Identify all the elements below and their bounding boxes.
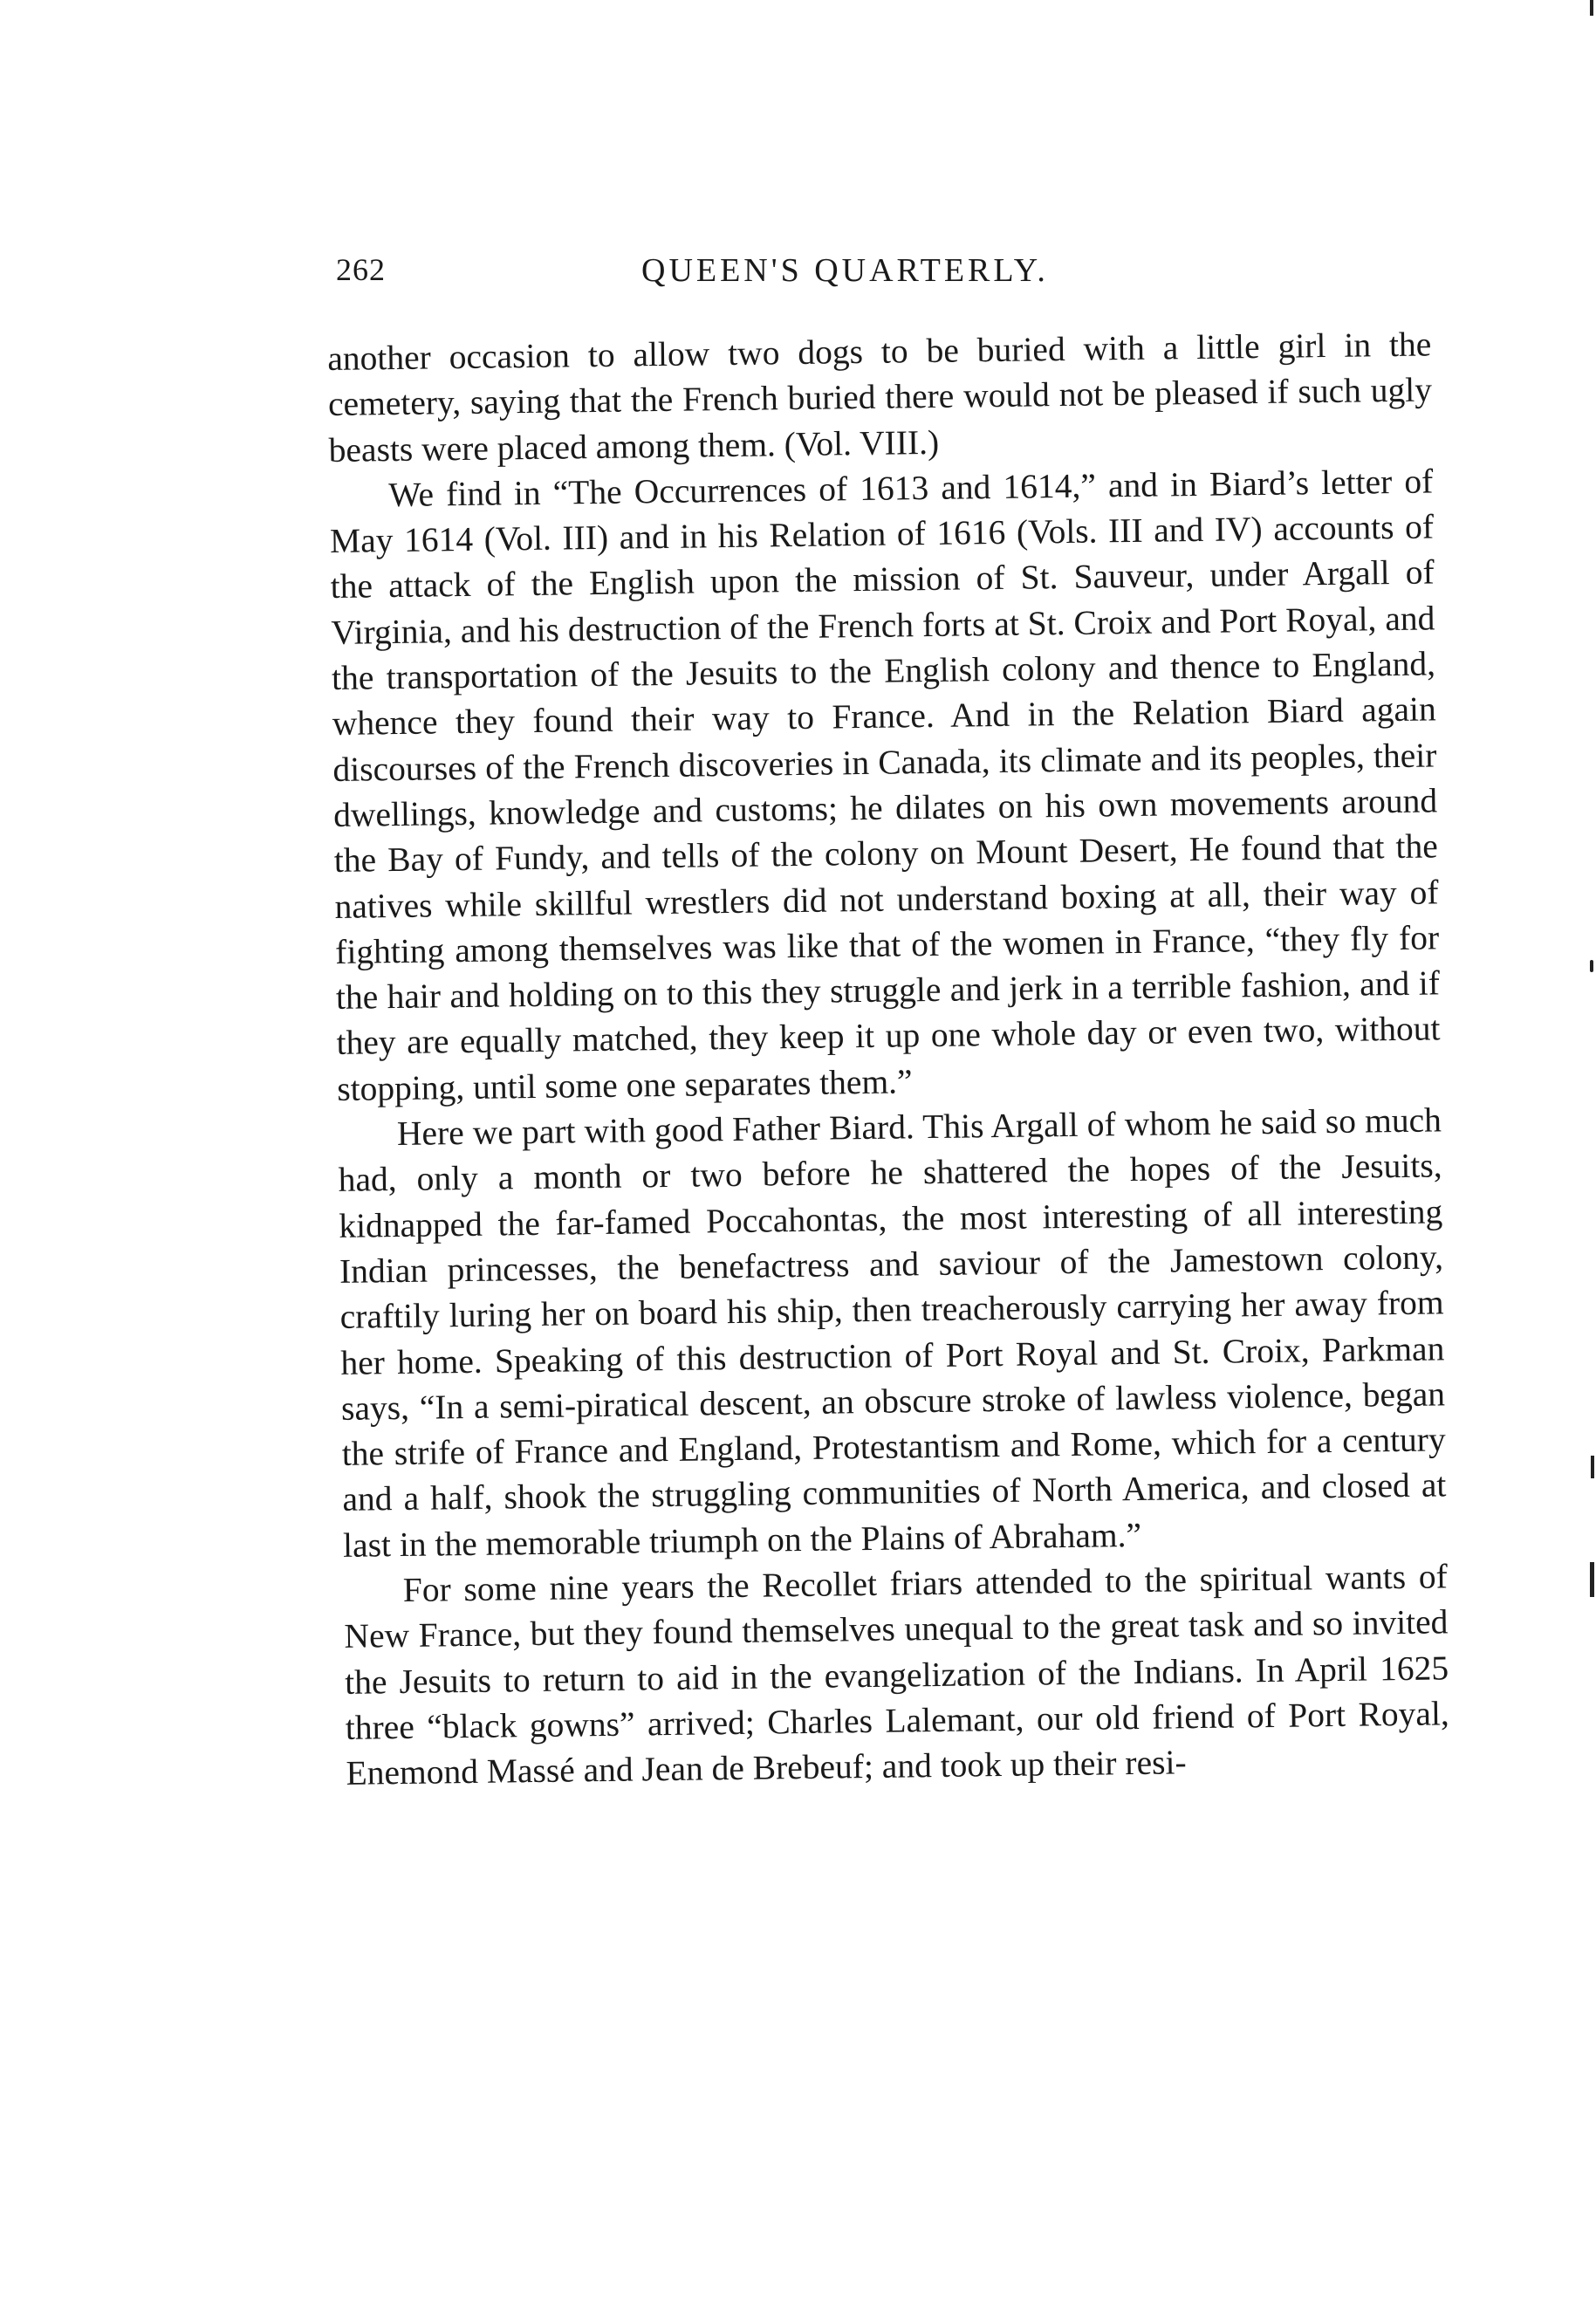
journal-title: QUEEN'S QUARTERLY. [641,252,1049,289]
running-head [336,251,1427,304]
paragraph-recollet-friars: For some nine years the Recollet friars attended to the spiritual wants of New France, but they found themselves unequal to the great task and so invited the Jesuits to return to aid in the evangelization of the Indians. In April 1625 three “black gowns” arrived; Charles Lalemant, our old friend of Port Royal, Enemond Massé and Jean de Brebeuf; and took up their resi- [344,1557,1450,1793]
paragraph-father-biard: Here we part with good Father Biard. This Argall of whom he said so much had, only a month or two before he shattered the hopes of the Jesuits, kidnapped the far-famed Poccahontas, the most interesting of all interesting Indian princesses, the benefactress and saviour of the Jamestown colony, craftily luring her on board his ship, then treacherously carrying her away from her home. Speaking of this destruction of Port Royal and St. Croix, Parkman says, “In a semi-piratical descent, an obscure stroke of lawless violence, began the strife of France and England, Protestantism and Rome, which for a century and a half, shook the struggling communities of North America, and closed at last in the memorable triumph on the Plains of Abraham.” [338,1100,1447,1565]
body-text [327,321,1450,1796]
margin-mark [1590,960,1593,972]
paragraph-continued: another occasion to allow two dogs to be buried with a little girl in the cemetery, saying that the French buried there would not be pleased if such ugly beasts were placed among them. (Vol. VIII.) [327,325,1433,470]
paragraph-occurrences: We find in “The Occurrences of 1613 and 1614,” and in Biard’s letter of May 1614 (Vol. III) and in his Relation of 1616 (Vols. III and IV) accounts of the attack of the English upon the mission of St. Sauveur, under Argall of Virginia, and his destruction of the French forts at St. Croix and Port Royal, and the transportation of the Jesuits to the English colony and thence to England, whence they found their way to France. And in the Relation Biard again discourses of the French discoveries in Canada, its climate and its peoples, their dwellings, knowledge and customs; he dilates on his own movements around the Bay of Fundy, and tells of the colony on Mount Desert, He found that the natives while skillful wrestlers did not understand boxing at all, their way of fighting among themselves was like that of the women in France, “they fly for the hair and holding on to this they struggle and jerk in a terrible fashion, and if they are equally matched, they keep it up one whole day or even two, without stopping, until some one separates them.” [329,462,1441,1108]
margin-mark [1590,1562,1594,1597]
margin-mark [1591,1456,1594,1478]
margin-mark [1590,0,1593,16]
page-number: 262 [336,252,386,287]
